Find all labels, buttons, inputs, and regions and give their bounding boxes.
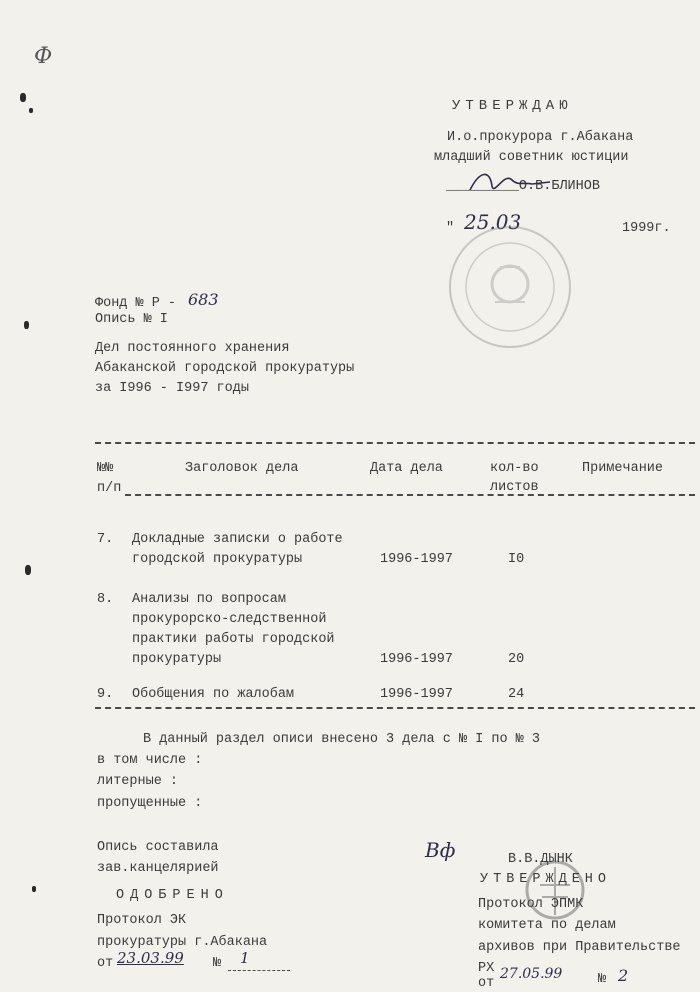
row-8-title-line1: Анализы по вопросам bbox=[132, 592, 286, 607]
row-8-sheets: 20 bbox=[508, 652, 525, 667]
row-9-title-line1: Обобщения по жалобам bbox=[132, 687, 295, 702]
epmk-date-prefix: от bbox=[478, 976, 495, 991]
ek-num-underline bbox=[228, 970, 290, 971]
scan-speck bbox=[20, 93, 26, 102]
ek-num-prefix: № bbox=[213, 956, 222, 971]
heading-line1: Дел постоянного хранения bbox=[95, 341, 290, 356]
row-8-title-line3: практики работы городской bbox=[132, 632, 335, 647]
approve-sign-line: _________О.В.БЛИНОВ bbox=[446, 179, 600, 194]
scan-speck bbox=[25, 565, 31, 575]
summary-line4: пропущенные : bbox=[97, 796, 203, 811]
header-rule bbox=[125, 494, 695, 496]
epmk-name: В.В.ДЫНК bbox=[508, 852, 573, 867]
table-top-rule bbox=[95, 442, 695, 444]
ek-num: 1 bbox=[240, 949, 250, 967]
header-sheets-bottom: листов bbox=[490, 480, 539, 495]
header-num-bottom: п/п bbox=[97, 481, 122, 496]
row-9-num: 9. bbox=[97, 687, 114, 702]
approve-date: 25.03 bbox=[464, 210, 522, 234]
summary-line1: В данный раздел описи внесено 3 дела с № I по № 3 bbox=[143, 732, 540, 747]
summary-line2: в том числе : bbox=[97, 753, 203, 768]
heading-line2: Абаканской городской прокуратуры bbox=[95, 361, 355, 376]
approve-line2: младший советник юстиции bbox=[434, 150, 629, 165]
approve-signature bbox=[460, 162, 560, 202]
ek-date: 23.03.99 bbox=[117, 949, 184, 967]
epmk-date: 27.05.99 bbox=[500, 966, 563, 982]
ek-title: ОДОБРЕНО bbox=[116, 888, 229, 903]
corner-mark: Ф bbox=[34, 44, 53, 69]
row-7-title-line2: городской прокуратуры bbox=[132, 552, 303, 567]
epmk-title: УТВЕРЖДЕНО bbox=[480, 872, 612, 887]
row-8-title-line2: прокурорско-следственной bbox=[132, 612, 327, 627]
row-8-date: 1996-1997 bbox=[380, 652, 453, 667]
scan-speck bbox=[24, 321, 29, 329]
epmk-line2: комитета по делам bbox=[478, 918, 616, 933]
ek-line1: Протокол ЭК bbox=[97, 913, 187, 928]
row-8-num: 8. bbox=[97, 592, 114, 607]
header-sheets-top: кол-во bbox=[490, 461, 539, 476]
opis-label: Опись № I bbox=[95, 312, 168, 327]
heading-line3: за I996 - I997 годы bbox=[95, 381, 249, 396]
row-7-date: 1996-1997 bbox=[380, 552, 453, 567]
scan-speck bbox=[29, 108, 33, 113]
fond-number: 683 bbox=[188, 290, 219, 309]
approve-line1: И.о.прокурора г.Абакана bbox=[447, 130, 634, 145]
round-stamp bbox=[445, 222, 575, 352]
approve-date-prefix: " bbox=[446, 221, 455, 236]
row-7-title-line1: Докладные записки о работе bbox=[132, 532, 343, 547]
header-date: Дата дела bbox=[370, 461, 443, 476]
approve-year: 1999г. bbox=[622, 221, 671, 236]
ek-date-prefix: от bbox=[97, 956, 114, 971]
compiled-line2: зав.канцелярией bbox=[97, 861, 219, 876]
epmk-line4: РХ bbox=[478, 961, 495, 976]
epmk-num: 2 bbox=[618, 966, 629, 985]
ek-line2: прокуратуры г.Абакана bbox=[97, 935, 268, 950]
compiled-signature: Вф bbox=[425, 838, 456, 862]
compiled-line1: Опись составила bbox=[97, 840, 219, 855]
row-7-sheets: I0 bbox=[508, 552, 525, 567]
summary-line3: литерные : bbox=[97, 774, 179, 789]
header-title: Заголовок дела bbox=[185, 461, 299, 476]
header-num-top: №№ bbox=[97, 461, 114, 476]
epmk-line1: Протокол ЭПМК bbox=[478, 897, 584, 912]
row-7-num: 7. bbox=[97, 532, 114, 547]
table-bottom-rule bbox=[95, 707, 695, 709]
row-9-sheets: 24 bbox=[508, 687, 525, 702]
row-9-date: 1996-1997 bbox=[380, 687, 453, 702]
row-8-title-line4: прокуратуры bbox=[132, 652, 222, 667]
approve-title: УТВЕРЖДАЮ bbox=[452, 98, 573, 114]
epmk-num-prefix: № bbox=[598, 972, 607, 987]
scan-speck bbox=[32, 886, 36, 892]
epmk-line3: архивов при Правительстве bbox=[478, 940, 681, 955]
fond-label: Фонд № Р - bbox=[95, 296, 177, 311]
header-note: Примечание bbox=[582, 461, 664, 476]
